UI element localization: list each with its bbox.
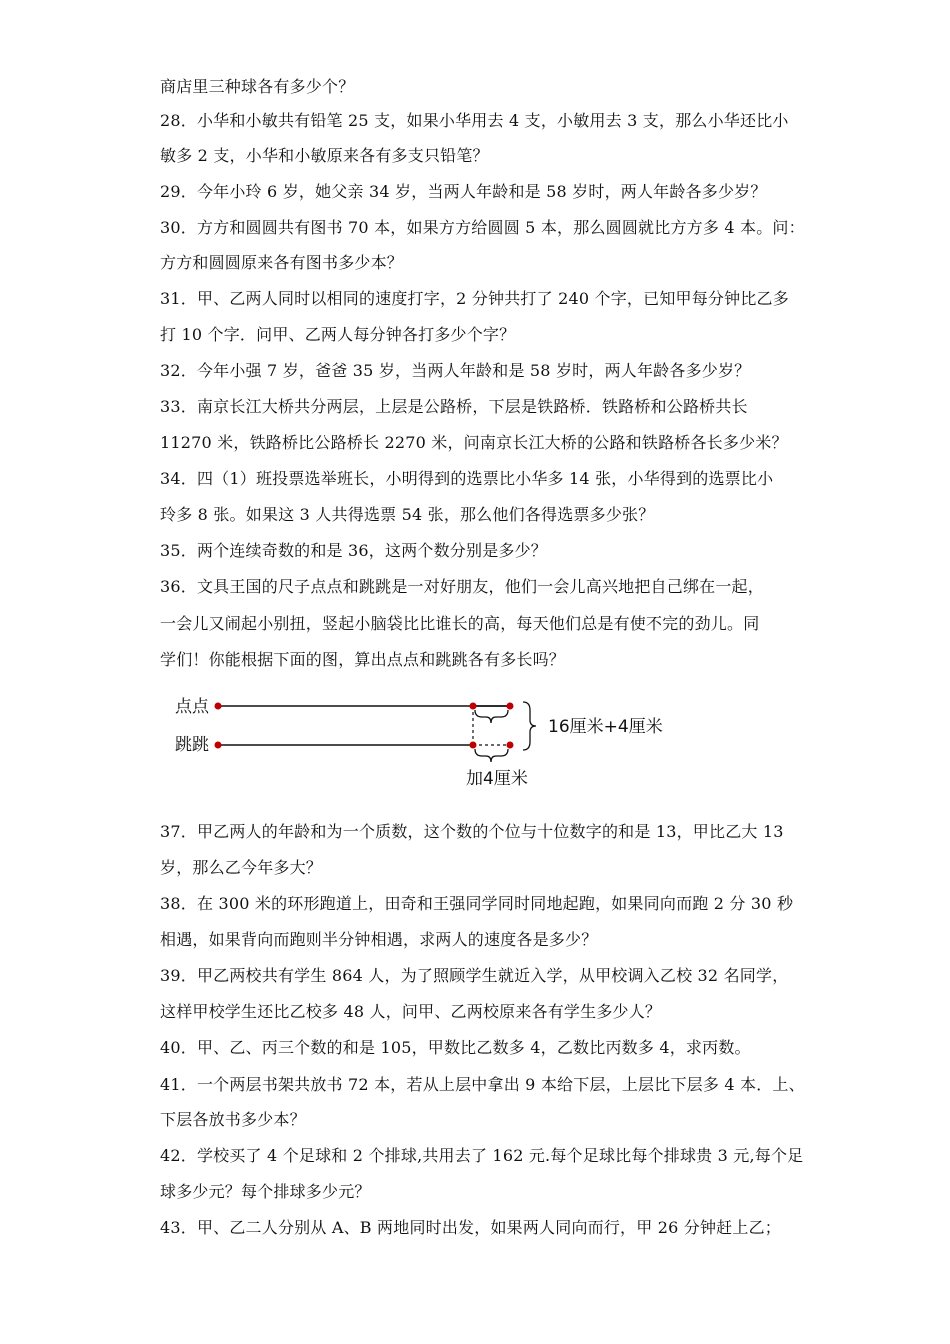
text-line: 31．甲、乙两人同时以相同的速度打字，2 分钟共打了 240 个字，已知甲每分钟比乙多 — [160, 289, 789, 308]
text-line: 40．甲、乙、丙三个数的和是 105，甲数比乙数多 4，乙数比丙数多 4，求丙数。 — [160, 1038, 751, 1057]
text-line: 球多少元？每个排球多少元？ — [160, 1182, 371, 1201]
text-line: 学们！你能根据下面的图，算出点点和跳跳各有多长吗？ — [160, 650, 566, 669]
text-line: 37．甲乙两人的年龄和为一个质数，这个数的个位与十位数字的和是 13，甲比乙大 13 — [160, 822, 784, 841]
text-line: 方方和圆圆原来各有图书多少本？ — [160, 253, 404, 272]
point-dot — [507, 742, 514, 749]
point-dot — [507, 703, 514, 710]
point-dot — [215, 703, 222, 710]
text-line: 38．在 300 米的环形跑道上，田奇和王强同学同时同地起跑，如果同向而跑 2 分 30 秒 — [160, 894, 794, 913]
text-line: 这样甲校学生还比乙校多 48 人，问甲、乙两校原来各有学生多少人？ — [160, 1002, 662, 1021]
text-line: 34．四（1）班投票选举班长，小明得到的选票比小华多 14 张，小华得到的选票比小 — [160, 469, 774, 488]
text-line: 39．甲乙两校共有学生 864 人，为了照顾学生就近入学，从甲校调入乙校 32 名同学， — [160, 966, 789, 985]
text-line: 敏多 2 支，小华和小敏原来各有多支只铅笔？ — [160, 146, 489, 165]
brace-right — [523, 702, 536, 750]
text-line: 相遇，如果背向而跑则半分钟相遇，求两人的速度各是多少？ — [160, 930, 598, 949]
text-line: 43．甲、乙二人分别从 A、B 两地同时出发，如果两人同向而行，甲 26 分钟赶上乙； — [160, 1218, 781, 1237]
brace-top — [475, 710, 508, 723]
label-diandian: 点点 — [175, 697, 209, 717]
text-line: 36．文具王国的尺子点点和跳跳是一对好朋友，他们一会儿高兴地把自己绑在一起， — [160, 577, 764, 596]
text-line: 岁，那么乙今年多大？ — [160, 858, 323, 877]
text-line: 42．学校买了 4 个足球和 2 个排球,共用去了 162 元.每个足球比每个排球贵 3 元,每个足 — [160, 1146, 804, 1165]
text-line: 28．小华和小敏共有铅笔 25 支，如果小华用去 4 支，小敏用去 3 支，那么小华还比小 — [160, 111, 789, 130]
text-line: 33．南京长江大桥共分两层，上层是公路桥，下层是铁路桥．铁路桥和公路桥共长 — [160, 397, 748, 416]
text-line: 32．今年小强 7 岁，爸爸 35 岁，当两人年龄和是 58 岁时，两人年龄各多少岁？ — [160, 361, 751, 380]
text-line: 下层各放书多少本？ — [160, 1110, 306, 1129]
label-tiaotiao: 跳跳 — [175, 735, 209, 755]
text-line: 35．两个连续奇数的和是 36，这两个数分别是多少？ — [160, 541, 548, 560]
text-line: 打 10 个字．问甲、乙两人每分钟各打多少个字？ — [160, 325, 516, 344]
text-line: 一会儿又闹起小别扭，竖起小脑袋比比谁长的高，每天他们总是有使不完的劲儿。同 — [160, 614, 760, 633]
text-line: 29．今年小玲 6 岁，她父亲 34 岁，当两人年龄和是 58 岁时，两人年龄各多少岁？ — [160, 182, 767, 201]
text-line: 玲多 8 张。如果这 3 人共得选票 54 张，那么他们各得选票多少张？ — [160, 505, 655, 524]
ruler-diagram — [160, 688, 680, 796]
text-line: 商店里三种球各有多少个？ — [160, 77, 355, 96]
brace-bottom — [475, 749, 508, 762]
point-dot — [470, 703, 477, 710]
point-dot — [470, 742, 477, 749]
label-add4: 加4厘米 — [466, 769, 528, 789]
text-line: 41．一个两层书架共放书 72 本，若从上层中拿出 9 本给下层，上层比下层多 4 本．上、 — [160, 1075, 805, 1094]
label-total: 16厘米+4厘米 — [548, 717, 663, 737]
text-line: 11270 米，铁路桥比公路桥长 2270 米，问南京长江大桥的公路和铁路桥各长多少米？ — [160, 433, 788, 452]
point-dot — [215, 742, 222, 749]
text-line: 30．方方和圆圆共有图书 70 本，如果方方给圆圆 5 本，那么圆圆就比方方多 4 本。问： — [160, 218, 805, 237]
